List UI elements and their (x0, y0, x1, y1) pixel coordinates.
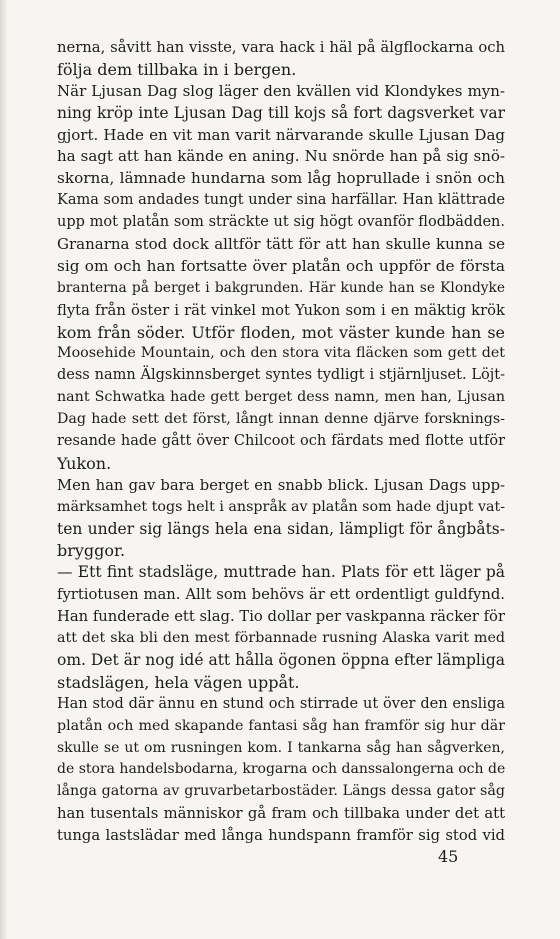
page-number: 45 (438, 847, 459, 866)
text-line: Granarna stod dock alltför tätt för att han skulle kunna se (57, 235, 505, 254)
text-line: skulle se ut om rusningen kom. I tankarna såg han sågverken, (57, 739, 505, 756)
text-line: ten under sig längs hela ena sidan, lämpligt för ångbåts- (57, 519, 505, 538)
text-line: han tusentals människor gå fram och tillbaka under det att (57, 805, 505, 823)
text-line: Han stod där ännu en stund och stirrade ut över den ensliga (57, 695, 505, 712)
text-line: följa dem tillbaka in i bergen. (57, 59, 297, 79)
body-text (57, 37, 505, 847)
text-line: Moosehide Mountain, och den stora vita fläcken som gett det (57, 345, 505, 362)
text-line: — Ett fint stadsläge, muttrade han. Plats för ett läger på (57, 563, 505, 582)
text-line: sig om och han fortsatte över platån och uppför de första (57, 256, 505, 275)
text-line: gjort. Hade en vit man varit närvarande skulle Ljusan Dag (57, 125, 505, 144)
text-line: Yukon. (57, 453, 112, 473)
text-line: tunga lastslädar med långa hundspann framför sig stod vid (57, 827, 505, 845)
text-line: flyta från öster i rät vinkel mot Yukon som i en mäktig krök (57, 301, 505, 319)
text-line: att det ska bli den mest förbannade rusning Alaska varit med (57, 630, 505, 647)
page-gutter-shadow (0, 0, 8, 939)
text-line: Men han gav bara berget en snabb blick. Ljusan Dags upp- (57, 476, 505, 494)
text-line: Dag hade sett det först, långt innan denne djärve forsknings- (57, 411, 505, 428)
text-line: upp mot platån som sträckte ut sig högt ovanför flodbädden. (57, 214, 505, 231)
text-line: Kama som andades tungt under sina harfällar. Han klättrade (57, 192, 505, 209)
text-line: stadslägen, hela vägen uppåt. (57, 672, 300, 692)
text-line: dess namn Älgskinnsberget syntes tydligt i stjärnljuset. Löjt- (57, 367, 505, 384)
text-line: kom från söder. Utför floden, mot väster kunde han se (57, 322, 505, 342)
text-line: Han funderade ett slag. Tio dollar per vaskpanna räcker för (57, 608, 505, 626)
text-line: de stora handelsbodarna, krogarna och danssalongerna och de (57, 761, 505, 778)
text-line: fyrtiotusen man. Allt som behövs är ett ordentligt guldfynd. (57, 586, 505, 604)
text-line: ha sagt att han kände en aning. Nu snörde han på sig snö- (57, 147, 505, 166)
text-line: ning kröp inte Ljusan Dag till kojs så fort dagsverket var (57, 103, 505, 122)
text-line: platån och med skapande fantasi såg han framför sig hur där (57, 717, 505, 734)
text-line: När Ljusan Dag slog läger den kvällen vid Klondykes myn- (57, 81, 505, 100)
text-line: nerna, såvitt han visste, vara hack i häl på älgflockarna och (57, 39, 505, 56)
text-line: om. Det är nog idé att hålla ögonen öppna efter lämpliga (57, 650, 505, 669)
text-line: branterna på berget i bakgrunden. Här kunde han se Klondyke (57, 279, 505, 296)
text-line: märksamhet togs helt i anspråk av platån som hade djupt vat- (57, 498, 505, 515)
text-line: långa gatorna av gruvarbetarbostäder. Längs dessa gator såg (57, 783, 505, 800)
text-line: bryggor. (57, 541, 126, 561)
text-line: nant Schwatka hade gett berget dess namn, men han, Ljusan (57, 389, 505, 406)
text-line: resande hade gått över Chilcoot och färdats med flotte utför (57, 433, 505, 450)
text-line: skorna, lämnade hundarna som låg hoprullade i snön och (57, 169, 505, 188)
